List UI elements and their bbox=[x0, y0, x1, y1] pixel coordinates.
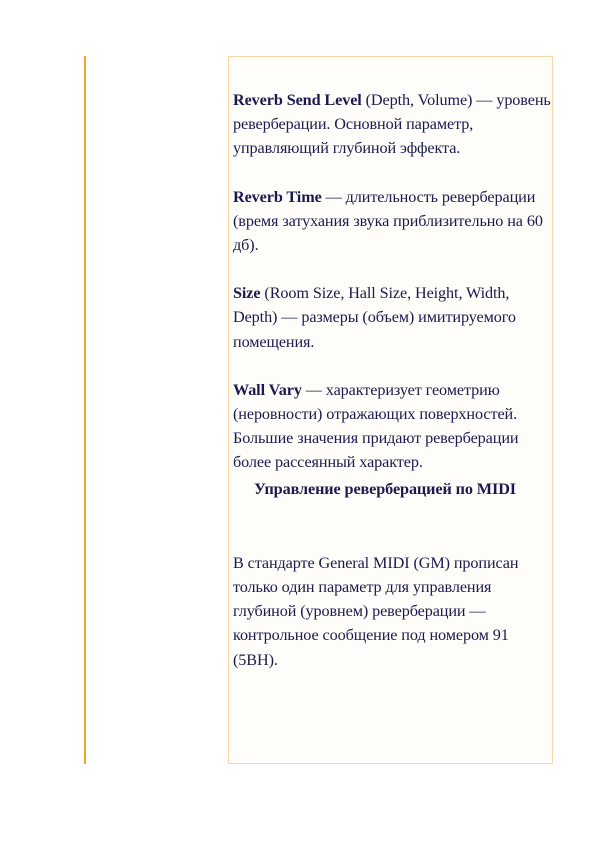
section-heading: Управление реверберацией по MIDI bbox=[254, 479, 516, 498]
definition-text: (Depth, Volume) — уровень реверберации. Основной параметр, управляющий глубиной эффекта. bbox=[233, 91, 551, 158]
definition-text: — длительность реверберации (время затухания звука приблизительно на 60 дб). bbox=[233, 187, 543, 255]
left-margin-rule bbox=[84, 56, 86, 764]
definition-reverb-time bbox=[233, 185, 551, 258]
panel-content bbox=[233, 88, 551, 672]
closing-paragraph: В стандарте General MIDI (GM) прописан только один параметр для управления глубиной (уровнем) реверберации — контрольное сообщение под номером 91 (5BH). bbox=[233, 553, 519, 669]
definition-text: — характеризует геометрию (неровности) отражающих поверхностей. Большие значения придают реверберации более рассеянный характер. bbox=[233, 380, 519, 472]
definition-reverb-send-level bbox=[233, 88, 551, 161]
term-label: Reverb Send Level bbox=[233, 91, 362, 109]
term-label: Wall Vary bbox=[233, 380, 302, 399]
heading-spacer bbox=[233, 501, 551, 551]
definition-wall-vary bbox=[233, 378, 551, 475]
term-label: Reverb Time bbox=[233, 187, 322, 206]
definition-text: (Room Size, Hall Size, Height, Width, Depth) — размеры (объем) имитируемого помещения. bbox=[233, 284, 516, 351]
definition-size bbox=[233, 281, 551, 354]
term-label: Size bbox=[233, 284, 261, 303]
